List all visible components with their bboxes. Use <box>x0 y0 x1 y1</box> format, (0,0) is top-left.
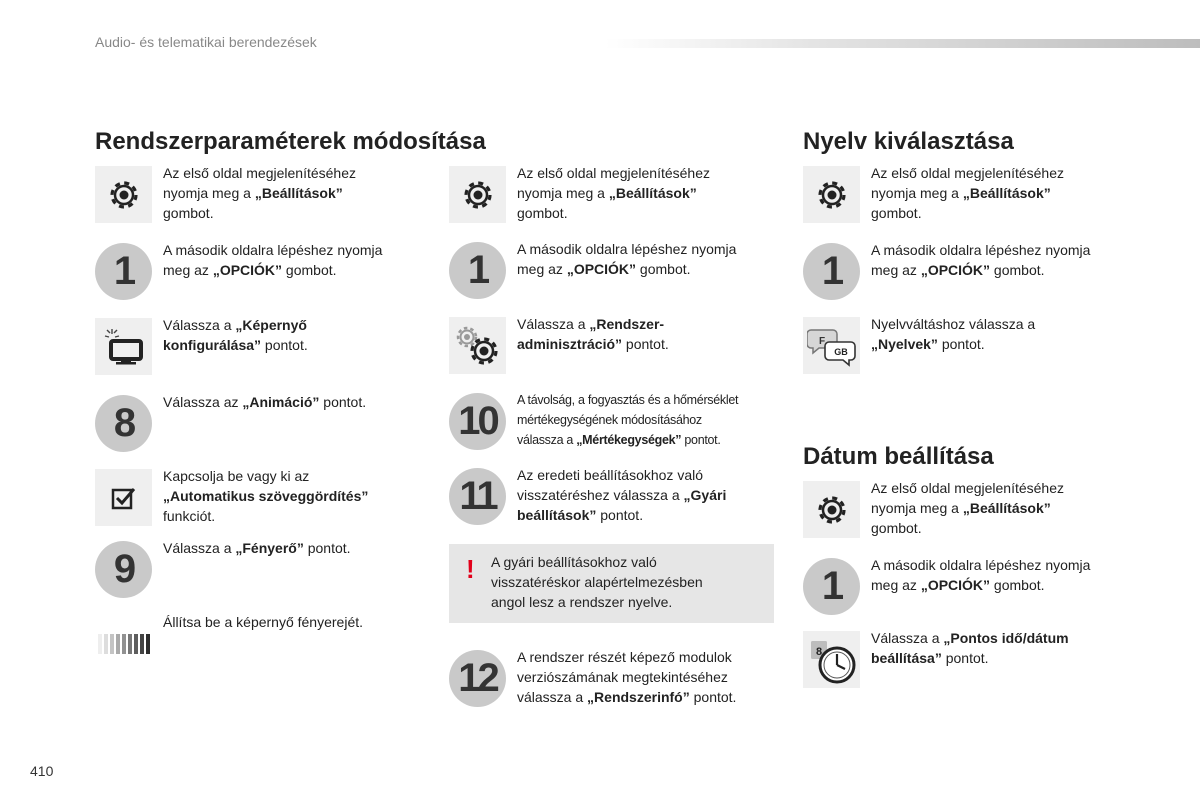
clock-icon <box>803 631 860 688</box>
step-text: Az első oldal megjelenítéséhez nyomja meg a „Beállítások” gombot. <box>871 165 1065 221</box>
page-number: 410 <box>30 763 54 779</box>
gear-icon <box>803 166 860 223</box>
gear-icon <box>449 166 506 223</box>
step-text: A második oldalra lépéshez nyomja meg az „OPCIÓK” gombot. <box>871 242 1091 278</box>
screen-settings-icon <box>95 318 152 375</box>
step-text: A második oldalra lépéshez nyomja meg az „OPCIÓK” gombot. <box>163 242 383 278</box>
step-number: 1 <box>95 243 152 300</box>
calendar-day: 8 <box>815 645 822 658</box>
running-header: Audio- és telematikai berendezések <box>95 34 317 50</box>
step-text: Válassza a „Rendszer- adminisztráció” pontot. <box>517 316 669 352</box>
step-text: Válassza a „Fényerő” pontot. <box>163 540 351 556</box>
step-number: 8 <box>95 395 152 452</box>
step-number: 9 <box>95 541 152 598</box>
step-text: A távolság, a fogyasztás és a hőmérséklet mértékegységének módosításához válassza a „Mértékegységek” pontot. <box>517 393 739 447</box>
language-icon-label-f: F <box>818 335 825 347</box>
step-number: 10 <box>449 393 506 450</box>
language-icon <box>803 317 860 374</box>
section-title-language: Nyelv kiválasztása <box>803 128 1014 155</box>
warning-note <box>449 544 774 623</box>
step-text: Az első oldal megjelenítéséhez nyomja meg a „Beállítások” gombot. <box>517 165 711 221</box>
step-number: 1 <box>803 243 860 300</box>
warning-icon: ! <box>466 554 475 584</box>
step-text: Az eredeti beállításokhoz való visszatéréshez válassza a „Gyári beállítások” pontot. <box>517 467 727 523</box>
step-text: Válassza a „Képernyő konfigurálása” pontot. <box>163 317 308 353</box>
header-gradient-bar <box>605 39 1200 48</box>
step-text: Válassza a „Pontos idő/dátum beállítása” pontot. <box>871 630 1069 666</box>
warning-text: A gyári beállításokhoz való visszatéréskor alapértelmezésben angol lesz a rendszer nyelve. <box>491 554 703 610</box>
step-text: A második oldalra lépéshez nyomja meg az „OPCIÓK” gombot. <box>871 557 1091 593</box>
step-text: Kapcsolja be vagy ki az „Automatikus szöveggördítés” funkciót. <box>163 468 369 524</box>
section-title-date: Dátum beállítása <box>803 443 994 470</box>
step-text: A rendszer részét képező modulok verziószámának megtekintéséhez válassza a „Rendszerinfó” pontot. <box>517 649 737 705</box>
step-number: 1 <box>449 242 506 299</box>
gear-icon <box>803 481 860 538</box>
gear-icon <box>95 166 152 223</box>
step-text: Nyelvváltáshoz válassza a „Nyelvek” pontot. <box>871 316 1036 352</box>
step-text: Állítsa be a képernyő fényerejét. <box>163 614 364 630</box>
step-number: 1 <box>803 558 860 615</box>
step-text: A második oldalra lépéshez nyomja meg az „OPCIÓK” gombot. <box>517 241 737 277</box>
step-number: 11 <box>449 468 506 525</box>
checkbox-icon <box>95 469 152 526</box>
step-text: Az első oldal megjelenítéséhez nyomja meg a „Beállítások” gombot. <box>163 165 357 221</box>
system-admin-icon <box>449 317 506 374</box>
section-title-system: Rendszerparaméterek módosítása <box>95 128 486 155</box>
language-icon-label-gb: GB <box>833 346 848 357</box>
step-number: 12 <box>449 650 506 707</box>
step-text: Az első oldal megjelenítéséhez nyomja meg a „Beállítások” gombot. <box>871 480 1065 536</box>
brightness-icon <box>95 615 152 672</box>
step-text: Válassza az „Animáció” pontot. <box>163 394 367 410</box>
